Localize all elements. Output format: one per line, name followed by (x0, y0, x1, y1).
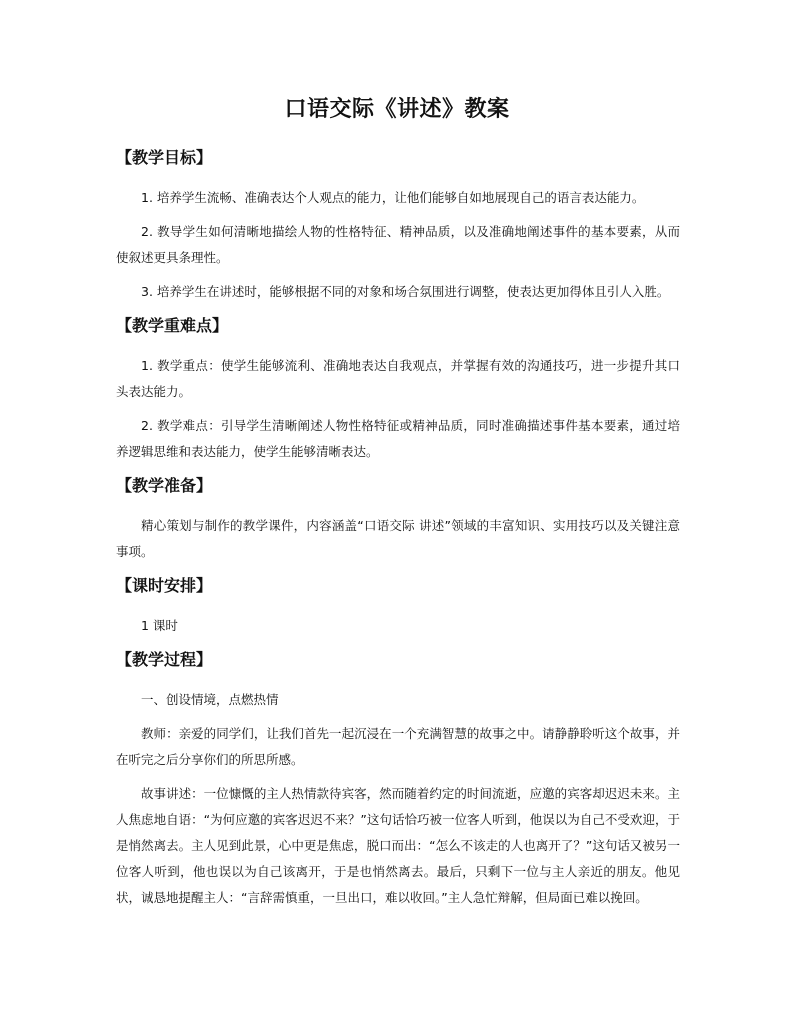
section-teaching-process (116, 647, 680, 911)
paragraph: 1 课时 (141, 618, 178, 633)
paragraph: 1. 教学重点：使学生能够流利、准确地表达自我观点，并掌握有效的沟通技巧，进一步提升其口头表达能力。 (116, 358, 680, 399)
section-teaching-goals (116, 145, 680, 305)
section-heading: 【教学过程】 (116, 650, 213, 669)
paragraph: 3. 培养学生在讲述时，能够根据不同的对象和场合氛围进行调整，使表达更加得体且引人入胜。 (141, 284, 670, 299)
section-heading: 【教学准备】 (116, 476, 213, 495)
paragraph: 1. 培养学生流畅、准确表达个人观点的能力，让他们能够自如地展现自己的语言表达能力。 (141, 190, 645, 205)
section-heading: 【课时安排】 (116, 576, 213, 595)
paragraph: 2. 教导学生如何清晰地描绘人物的性格特征、精神品质，以及准确地阐述事件的基本要素，从而使叙述更具条理性。 (116, 224, 680, 265)
section-key-difficult-points (116, 313, 680, 465)
paragraph: 精心策划与制作的教学课件，内容涵盖“口语交际 讲述”领域的丰富知识、实用技巧以及关键注意事项。 (116, 518, 680, 559)
paragraph: 故事讲述：一位慷慨的主人热情款待宾客，然而随着约定的时间流逝，应邀的宾客却迟迟未来。主人焦虑地自语：“为何应邀的宾客迟迟不来？”这句话恰巧被一位客人听到，他误以为自己不受欢迎，于是悄然离去。主人见到此景，心中更是焦虑，脱口而出：“怎么不该走的人也离开了？”这句话又被另一位客人听到，他也误以为自己该离开，于是也悄然离去。最后，只剩下一位与主人亲近的朋友。他见状，诚恳地提醒主人：“言辞需慎重，一旦出口，难以收回。”主人急忙辩解，但局面已难以挽回。 (116, 786, 680, 905)
paragraph: 2. 教学难点：引导学生清晰阐述人物性格特征或精神品质，同时准确描述事件基本要素，通过培养逻辑思维和表达能力，使学生能够清晰表达。 (116, 418, 680, 459)
document-body (116, 145, 680, 919)
section-heading: 【教学重难点】 (116, 316, 229, 335)
paragraph: 一、创设情境，点燃热情 (141, 692, 279, 707)
document-title: 口语交际《讲述》教案 (284, 96, 510, 122)
section-heading: 【教学目标】 (116, 148, 213, 167)
paragraph: 教师：亲爱的同学们，让我们首先一起沉浸在一个充满智慧的故事之中。请静静聆听这个故事，并在听完之后分享你们的所思所感。 (116, 726, 680, 767)
section-class-hours (116, 573, 680, 639)
section-teaching-preparation (116, 473, 680, 565)
